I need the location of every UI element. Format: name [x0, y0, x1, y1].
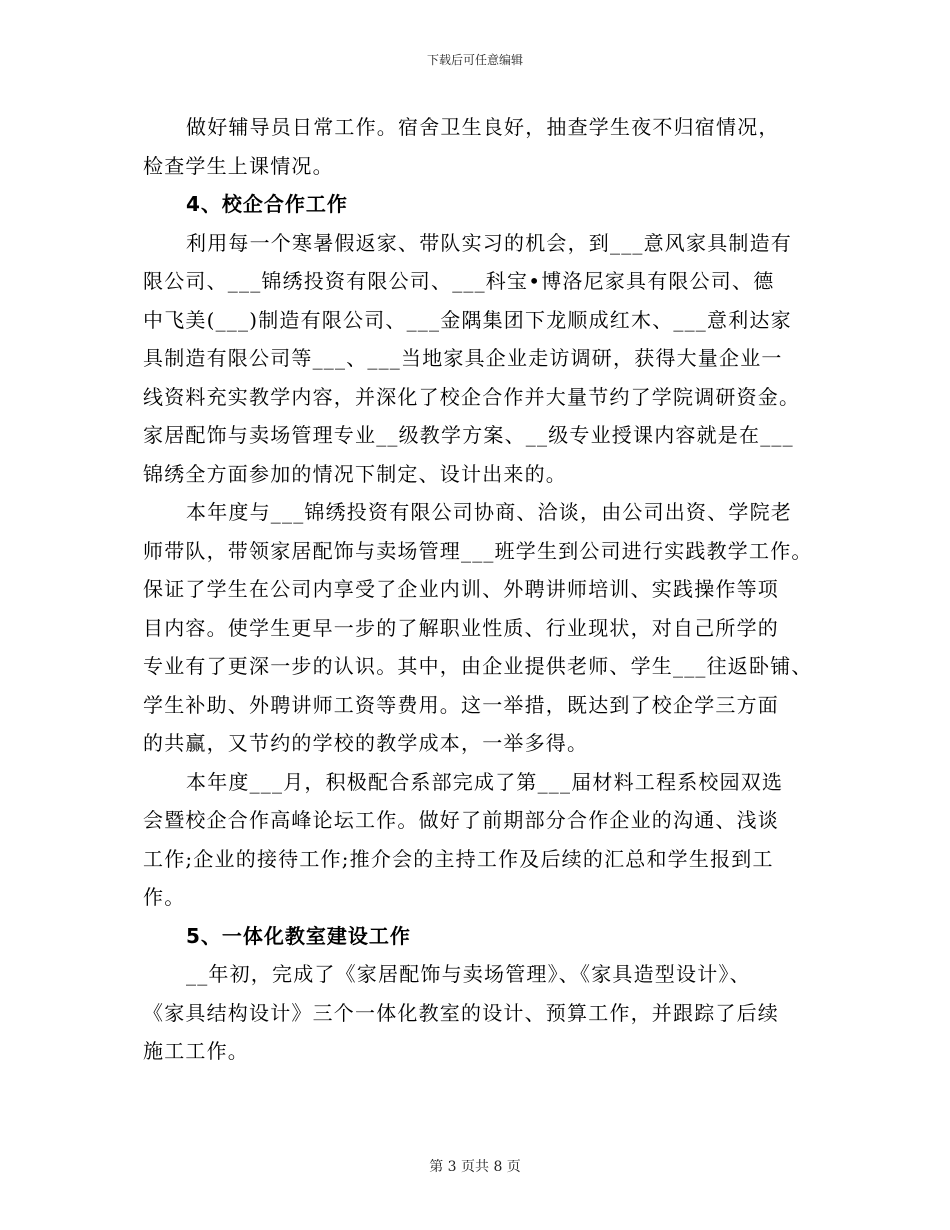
body-line: 利用每一个寒暑假返家、带队实习的机会，到___意风家具制造有	[186, 230, 792, 255]
body-line: 专业有了更深一步的认识。其中，由企业提供老师、学生___往返卧铺、	[143, 654, 813, 678]
document-body	[143, 108, 823, 1071]
body-line: 保证了学生在公司内享受了企业内训、外聘讲师培训、实践操作等项	[143, 577, 779, 601]
section-heading-school-enterprise: 4、校企合作工作	[186, 192, 348, 216]
page-number: 第 3 页共 8 页	[429, 1159, 521, 1175]
body-line: 作。	[143, 885, 186, 909]
body-line: __年初，完成了《家居配饰与卖场管理》、《家具造型设计》、	[186, 962, 751, 986]
body-line: 线资料充实教学内容，并深化了校企合作并大量节约了学院调研资金。	[143, 384, 801, 409]
body-line: 锦绣全方面参加的情况下制定、设计出来的。	[143, 461, 567, 486]
section-heading-integrated-classroom: 5、一体化教室建设工作	[186, 923, 411, 948]
body-line: 本年度___月，积极配合系部完成了第___届材料工程系校园双选	[186, 769, 784, 794]
body-line: 中飞美(___)制造有限公司、___金隅集团下龙顺成红木、___意利达家	[143, 307, 792, 332]
body-line: 施工工作。	[143, 1039, 249, 1063]
body-line: 目内容。使学生更早一步的了解职业性质、行业现状，对自己所学的	[143, 615, 779, 640]
body-line: 本年度与___锦绣投资有限公司协商、洽谈，由公司出资、学院老	[186, 500, 792, 524]
body-line: 家居配饰与卖场管理专业__级教学方案、__级专业授课内容就是在___	[143, 423, 794, 447]
body-line: 会暨校企合作高峰论坛工作。做好了前期部分合作企业的沟通、浅谈	[143, 808, 779, 832]
body-line: 学生补助、外聘讲师工资等费用。这一举措，既达到了校企学三方面	[143, 692, 779, 717]
body-line: 师带队，带领家居配饰与卖场管理___班学生到公司进行实践教学工作。	[143, 538, 813, 563]
body-line: 工作;企业的接待工作;推介会的主持工作及后续的汇总和学生报到工	[143, 846, 774, 871]
body-line: 限公司、___锦绣投资有限公司、___科宝•博洛尼家具有限公司、德	[143, 269, 775, 293]
body-line: 《家具结构设计》三个一体化教室的设计、预算工作，并跟踪了后续	[143, 1000, 779, 1025]
body-line: 做好辅导员日常工作。宿舍卫生良好，抽查学生夜不归宿情况，	[186, 115, 780, 139]
body-line: 的共赢，又节约的学校的教学成本，一举多得。	[143, 731, 589, 755]
header-note: 下载后可任意编辑	[426, 53, 523, 67]
body-line: 检查学生上课情况。	[143, 153, 334, 178]
body-line: 具制造有限公司等___、___当地家具企业走访调研，获得大量企业一	[143, 346, 783, 370]
